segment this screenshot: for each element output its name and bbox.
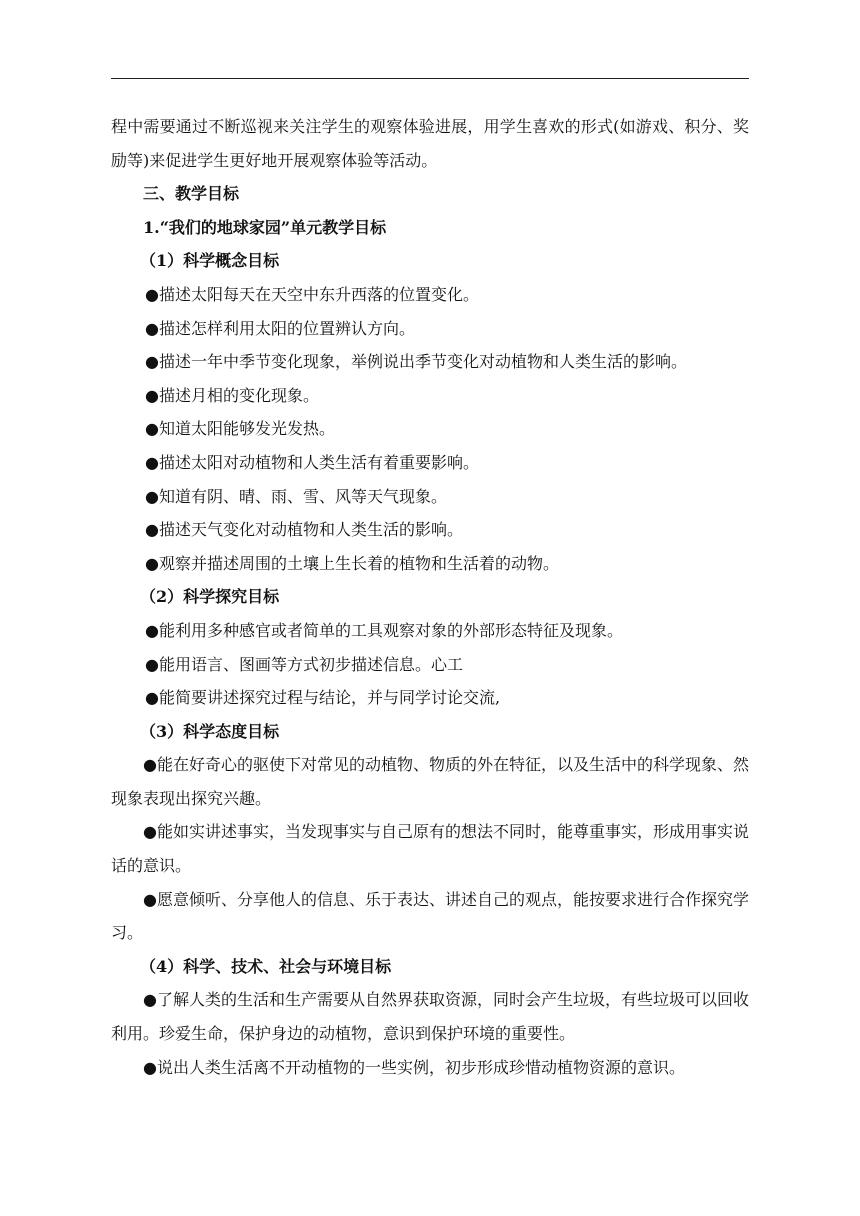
document-body xyxy=(111,110,749,1084)
concept-goal-item: ●描述一年中季节变化现象，举例说出季节变化对动植物和人类生活的影响。 xyxy=(145,352,687,372)
concept-goal-item: ●知道有阴、晴、雨、雪、风等天气现象。 xyxy=(145,486,447,506)
header-rule xyxy=(111,78,749,79)
inquiry-goal-item: ●能利用多种感官或者简单的工具观察对象的外部形态特征及现象。 xyxy=(145,620,623,640)
inquiry-goals-heading: （2）科学探究目标 xyxy=(140,587,280,607)
concept-goal-item: ●描述太阳每天在天空中东升西落的位置变化。 xyxy=(145,284,479,304)
concept-goal-item: ●描述天气变化对动植物和人类生活的影响。 xyxy=(145,520,463,540)
sts-goals-heading: （4）科学、技术、社会与环境目标 xyxy=(140,956,392,976)
attitude-goals-heading: （3）科学态度目标 xyxy=(140,721,280,741)
concept-goal-item: ●描述月相的变化现象。 xyxy=(145,385,319,405)
attitude-goal-item: ●能如实讲述事实，当发现事实与自己原有的想法不同时，能尊重事实，形成用事实说话的意识。 xyxy=(111,822,749,876)
concept-goal-item: ●知道太阳能够发光发热。 xyxy=(145,419,335,439)
intro-paragraph: 程中需要通过不断巡视来关注学生的观察体验进展，用学生喜欢的形式(如游戏、积分、奖励等)来促进学生更好地开展观察体验等活动。 xyxy=(111,117,749,170)
attitude-goal-item: ●能在好奇心的驱使下对常见的动植物、物质的外在特征，以及生活中的科学现象、然现象表现出探究兴趣。 xyxy=(111,755,749,808)
unit-heading: 1.“我们的地球家园”单元教学目标 xyxy=(143,217,387,237)
attitude-goal-item: ●愿意倾听、分享他人的信息、乐于表达、讲述自己的观点，能按要求进行合作探究学习。 xyxy=(111,889,749,943)
concept-goal-item: ●描述怎样利用太阳的位置辨认方向。 xyxy=(145,318,415,338)
sts-goal-item: ●了解人类的生活和生产需要从自然界获取资源，同时会产生垃圾，有些垃圾可以回收利用。珍爱生命，保护身边的动植物，意识到保护环境的重要性。 xyxy=(111,990,749,1044)
concept-goals-heading: （1）科学概念目标 xyxy=(140,251,280,271)
concept-goal-item: ●观察并描述周围的土壤上生长着的植物和生活着的动物。 xyxy=(145,553,559,573)
concept-goal-item: ●描述太阳对动植物和人类生活有着重要影响。 xyxy=(145,452,479,472)
inquiry-goal-item: ●能简要讲述探究过程与结论，并与同学讨论交流, xyxy=(145,688,501,708)
section-heading: 三、教学目标 xyxy=(143,184,240,204)
inquiry-goal-item: ●能用语言、图画等方式初步描述信息。心工 xyxy=(145,654,463,674)
sts-goal-item: ●说出人类生活离不开动植物的一些实例，初步形成珍惜动植物资源的意识。 xyxy=(143,1057,685,1077)
